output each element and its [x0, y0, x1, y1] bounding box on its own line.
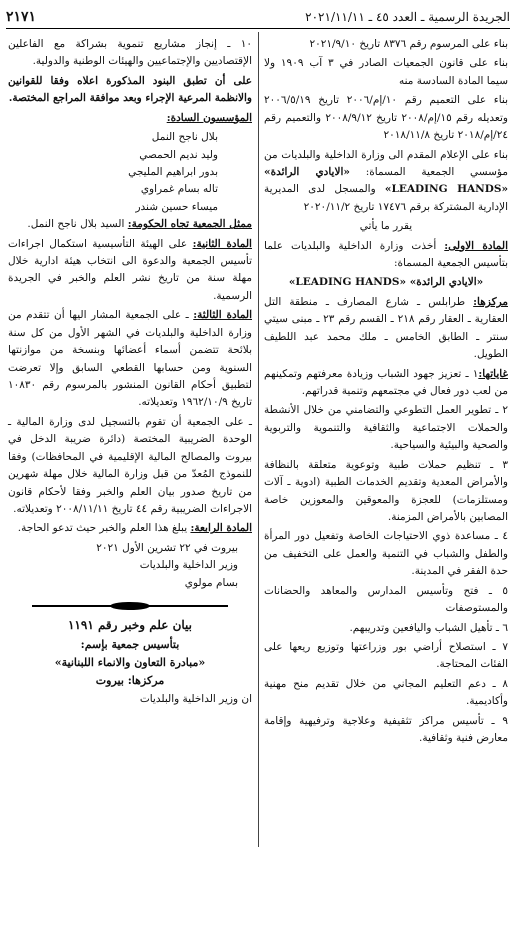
- notice-subtitle: بتأسيس جمعية بإسم:: [80, 637, 180, 651]
- article-3: [8, 307, 252, 412]
- headquarters-text: طرابلس ـ شارع المصارف ـ منطقة التل العقارية ـ العقار رقم ٢١٨ ـ القسم رقم ٢٣ ـ مبنى سيتي سنتر ـ الطابق الخامس ـ ملك محمد عبد اللطيف الطويل.: [264, 295, 508, 361]
- goals-condition: على أن تطبق البنود المذكورة اعلاه وفقا للقوانين والانظمة المرعية الإجراء وبعد موافقة المراجع المختصة.: [8, 74, 252, 105]
- signature-date: بيروت في ٢٢ تشرين الأول ٢٠٢١: [96, 541, 238, 554]
- article-3-tax: ـ على الجمعية أن تقوم بالتسجيل لدى وزارة المالية ـ الوحدة الضريبية المختصة (دائرة ضريبة الدخل في بيروت والمصالح المالية الإقليمية في المحافظات) وفقا للنموذج المُعدّ من قبل وزارة المالية خلال مهلة شهرين من تاريخ صدور بيان العلم والخبر وفقا لأحكام قانون الاجراءات الضريبية رقم ٤٤ تاريخ ٢٠٠٨/١١/١١ وتعديلاته.: [8, 415, 252, 515]
- founders-label: المؤسسون السادة:: [166, 111, 252, 124]
- founder-name: بدور ابراهيم المليجي: [128, 165, 218, 178]
- founder-name: تاله بسام غمراوي: [140, 183, 218, 196]
- goal-6: ٦ ـ تأهيل الشباب واليافعين وتدريبهم.: [349, 621, 508, 634]
- founder-name: بلال ناجح النمل: [151, 131, 218, 144]
- founders-list: [8, 129, 252, 216]
- page-number: ٢١٧١: [6, 9, 37, 25]
- signature-block: [8, 540, 252, 592]
- government-representative: [8, 216, 252, 233]
- notice-assoc-name: «مبادرة التعاون والانماء اللبنانية»: [54, 656, 206, 670]
- assoc-name-ar: «الايادي الرائدة»: [264, 165, 350, 178]
- article-2: [8, 236, 252, 306]
- article-1-text: أخذت وزارة الداخلية والبلديات علما بتأسيس الجمعية المسماة:: [264, 239, 508, 270]
- assoc-full-name: «الايادي الرائدة» «LEADING HANDS»: [288, 276, 484, 289]
- article-4-label: المادة الرابعة:: [190, 522, 252, 535]
- representative-label: ممثل الجمعية تجاه الحكومة:: [127, 218, 252, 231]
- goal-1: [264, 366, 508, 401]
- article-1-label: المادة الاولى:: [444, 239, 508, 252]
- article-3-label: المادة الثالثة:: [193, 309, 253, 322]
- goal-1-text: ١ ـ تعزيز جهود الشباب وزيادة معرفتهم وتمكينهم من لعب دور فعال في مجتمعهم وتنمية قدراتهم.: [264, 367, 508, 398]
- article-3-text: ـ على الجمعية المشار اليها أن تتقدم من وزارة الداخلية والبلديات في الشهر الأول من كل سنة بلائحة تتضمن أسماء أعضائها وبنسخة من موازنتها السنوية ومن حسابها القطعي السابق وإلا تعرضت لتطبيق أحكام القانون المنشور بالمرسوم رقم ١٠٨٣٠ تاريخ ١٩٦٢/١٠/٩ وتعديلاته.: [8, 309, 252, 409]
- signature-title: وزير الداخلية والبلديات: [139, 559, 238, 572]
- goal-5: ٥ ـ فتح وتأسيس المدارس والمعاهد والحضانات والمستوصفات: [264, 584, 508, 615]
- article-4-text: يبلغ هذا العلم والخبر حيث تدعو الحاجة.: [17, 522, 191, 535]
- representative-text: السيد بلال ناجح النمل.: [27, 218, 128, 231]
- assoc-name-en: «LEADING HANDS»: [384, 183, 509, 196]
- preamble-law: بناء على قانون الجمعيات الصادر في ٣ آب ١٩٠٩ ولا سيما المادة السادسة منه: [264, 57, 508, 87]
- preamble-decree: بناء على المرسوم رقم ٨٣٧٦ تاريخ ٢٠٢١/٩/١٠: [309, 38, 508, 50]
- journal-title: الجريدة الرسمية ـ العدد ٤٥ ـ ٢٠٢١/١١/١١: [305, 10, 510, 24]
- column-divider: [258, 32, 259, 847]
- article-1: [264, 238, 508, 273]
- goal-4: ٤ ـ مساعدة ذوي الاحتياجات الخاصة وتفعيل دور المرأة والطفل والشباب في التنمية والعمل على التخفيف من حدة الفقر في المدينة.: [264, 530, 508, 578]
- preamble-notice-text: بناء على الإعلام المقدم الى وزارة الداخلية والبلديات من مؤسسي الجمعية المسماة:: [264, 148, 508, 178]
- article-2-label: المادة الثانية:: [192, 237, 252, 250]
- goal-2: ٢ ـ تطوير العمل التطوعي والتضامني من خلال الأنشطة والحملات الاجتماعية والثقافية والتنموية والتربوية والصحية والبيئية والسياحية.: [264, 404, 508, 452]
- notice-title: بيان علم وخبر رقم ١١٩١: [67, 618, 192, 633]
- goal-8: ٨ ـ دعم التعليم المجاني من خلال تقديم منح مهنية وأكاديمية.: [264, 677, 508, 708]
- founder-name: وليد نديم الحمصي: [139, 148, 218, 161]
- decides-heading: يقرر ما يأتي: [359, 220, 413, 233]
- preamble-notice-tail: والمسجل لدى المديرية الإدارية المشتركة برقم ١٧٤٧٦ تاريخ ٢٠٢٠/١١/٢: [264, 183, 508, 213]
- founder-name: ميساء حسين شندر: [135, 200, 218, 213]
- headquarters: [264, 294, 508, 364]
- article-4: [8, 520, 252, 537]
- goals-label: غاياتها:: [478, 367, 508, 380]
- goal-9: ٩ ـ تأسيس مراكز تثقيفية وعلاجية وترفيهية وإقامة معارض فنية وثقافية.: [264, 714, 508, 745]
- article-2-text: على الهيئة التأسيسية استكمال اجراءات تأسيس الجمعية والدعوة الى انتخاب هيئة ادارية خلال مهلة سنة من تاريخ نشر العلم والخبر في الجريدة الرسمية.: [8, 237, 252, 302]
- goal-7: ٧ ـ استصلاح أراضي بور وزراعتها وتوزيع ريعها على الفئات المحتاجة.: [264, 640, 508, 671]
- goal-3: ٣ ـ تنظيم حملات طبية وتوعوية متعلقة بالنظافة والأمراض المعدية وتقديم الخدمات الطبية (ادوية ـ آلات ومستلزمات) للعجزة والمعوقين والمعوزين خاصة المصابين بالأمراض المزمنة.: [264, 458, 508, 523]
- notice-intro: ان وزير الداخلية والبلديات: [139, 692, 252, 705]
- goal-10: ١٠ ـ إنجاز مشاريع تنموية بشراكة مع الفاعلين الإقتصاديين والإجتماعيين والهيئات الوطنية والدولية.: [8, 38, 252, 68]
- preamble-notice: [264, 147, 508, 217]
- headquarters-label: مركزها:: [473, 295, 508, 308]
- page-header: [6, 6, 510, 29]
- right-column: [264, 36, 508, 749]
- section-divider: [32, 602, 228, 610]
- left-column: [8, 36, 252, 710]
- notice-headquarters: مركزها: بيروت: [95, 674, 165, 688]
- signature-name: بسام مولوي: [184, 576, 238, 589]
- preamble-circulars: بناء على التعميم رقم ١٠/إم/٢٠٠٦ تاريخ ٢٠٠٦/٥/١٩ وتعديله رقم ١٥/إم/٢٠٠٨ تاريخ ٢٠٠٨/٩/١٢ والتعميم رقم ٢٤/إم/٢٠١٨ تاريخ ٢٠١٨/١١/٨: [264, 94, 508, 142]
